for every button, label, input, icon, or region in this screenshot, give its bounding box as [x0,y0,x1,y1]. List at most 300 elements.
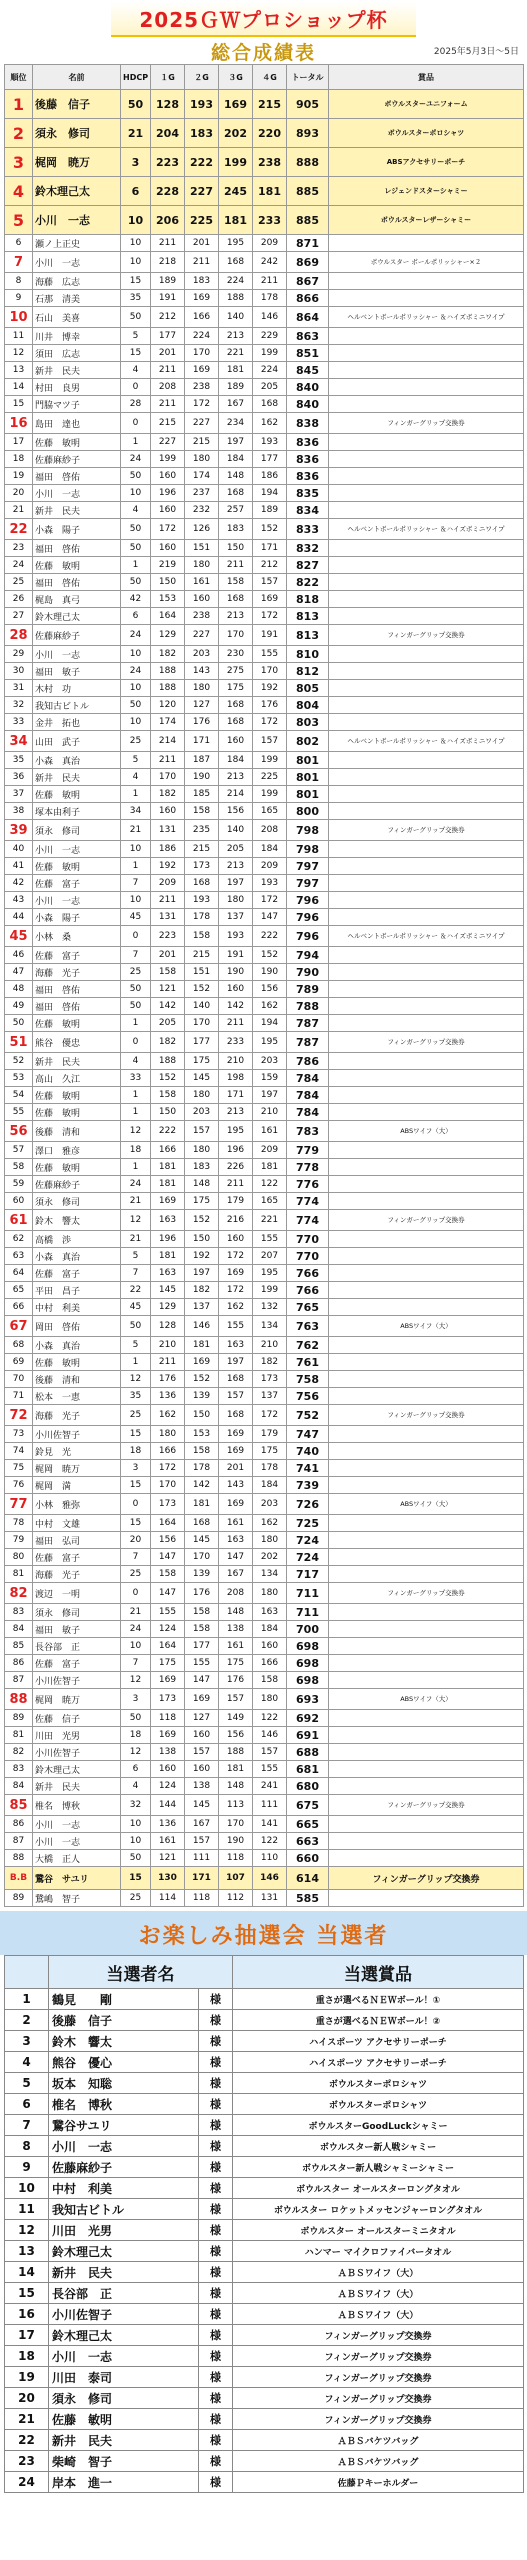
name-cell: 佐藤 敏明 [33,786,121,803]
game2-cell: 111 [185,1850,219,1867]
prize-cell [329,451,524,468]
game3-cell: 171 [219,1087,253,1104]
total-cell: 778 [287,1159,329,1176]
name-cell: 我知古ビトル [33,697,121,714]
name-cell: 岡田 啓佑 [33,1316,121,1337]
game1-cell: 153 [151,591,185,608]
game4-cell: 155 [253,1231,287,1248]
rank-cell: 86 [5,1655,33,1672]
name-cell: 中村 文雄 [33,1515,121,1532]
hdcp-cell: 1 [121,1104,151,1121]
table-row [5,608,524,625]
game2-cell: 222 [185,148,219,177]
prize-cell: ヘルベントボールポリッシャー ＆ハイズボミニワイプ [329,731,524,752]
game1-cell: 181 [151,1159,185,1176]
lottery-prize: ＡＢＳワイフ（大） [233,2304,524,2325]
lottery-winner-name: 小川 一志 [49,2136,199,2157]
lottery-honorific: 様 [199,2157,233,2178]
name-cell: 高山 久江 [33,1070,121,1087]
table-row [5,1689,524,1710]
name-cell: 高橋 渉 [33,1231,121,1248]
game4-cell: 207 [253,1248,287,1265]
game3-cell: 197 [219,1354,253,1371]
game4-cell: 233 [253,206,287,235]
table-row [5,1566,524,1583]
name-cell: 佐藤 敏明 [33,858,121,875]
hdcp-cell: 24 [121,663,151,680]
game3-cell: 175 [219,1655,253,1672]
game4-cell: 122 [253,1710,287,1727]
table-row [5,1672,524,1689]
game3-cell: 112 [219,1890,253,1907]
table-row [5,1337,524,1354]
game1-cell: 162 [151,1405,185,1426]
prize-cell [329,540,524,557]
game4-cell: 146 [253,307,287,328]
prize-cell [329,663,524,680]
rank-cell: 83 [5,1761,33,1778]
hdcp-cell: 10 [121,1638,151,1655]
hdcp-cell: 12 [121,1672,151,1689]
rank-cell: 84 [5,1621,33,1638]
prize-cell [329,1672,524,1689]
game1-cell: 205 [151,1015,185,1032]
game4-cell: 146 [253,1727,287,1744]
game2-cell: 227 [185,413,219,434]
name-cell: 新井 民夫 [33,1053,121,1070]
lottery-no: 10 [5,2178,49,2199]
total-cell: 711 [287,1604,329,1621]
game1-cell: 138 [151,1744,185,1761]
prize-cell [329,1299,524,1316]
rank-cell: 75 [5,1460,33,1477]
name-cell: 塚本由利子 [33,803,121,820]
game1-cell: 211 [151,752,185,769]
game2-cell: 178 [185,1460,219,1477]
prize-cell: ボウルスターレザーシャミー [329,206,524,235]
total-cell: 741 [287,1460,329,1477]
prize-cell [329,1388,524,1405]
game4-cell: 165 [253,803,287,820]
total-cell: 871 [287,235,329,252]
rank-cell: 36 [5,769,33,786]
total-cell: 711 [287,1583,329,1604]
lottery-no: 21 [5,2409,49,2430]
game2-cell: 181 [185,1494,219,1515]
game1-cell: 129 [151,625,185,646]
game2-cell: 145 [185,1532,219,1549]
hdcp-cell: 32 [121,1795,151,1816]
lottery-no: 12 [5,2220,49,2241]
hdcp-cell: 28 [121,396,151,413]
prize-cell [329,1193,524,1210]
lottery-prize: ハイスポーツ アクセサリーポーチ [233,2031,524,2052]
hdcp-cell: 1 [121,1354,151,1371]
name-cell: 新井 民夫 [33,769,121,786]
lottery-honorific: 様 [199,2136,233,2157]
lottery-no: 3 [5,2031,49,2052]
hdcp-cell: 5 [121,752,151,769]
lottery-honorific: 様 [199,2073,233,2094]
lottery-row [5,2136,524,2157]
event-period: 2025年5月3日～5日 [433,47,519,57]
game1-cell: 170 [151,769,185,786]
hdcp-cell: 12 [121,1371,151,1388]
col-hdcp: HDCP [121,65,151,90]
table-row [5,892,524,909]
game1-cell: 201 [151,947,185,964]
game1-cell: 160 [151,502,185,519]
prize-cell [329,1282,524,1299]
prize-cell [329,591,524,608]
game4-cell: 163 [253,1604,287,1621]
game4-cell: 159 [253,1070,287,1087]
prize-cell [329,1710,524,1727]
hdcp-cell: 15 [121,345,151,362]
rank-cell: 7 [5,252,33,273]
total-cell: 776 [287,1176,329,1193]
game3-cell: 188 [219,290,253,307]
game2-cell: 171 [185,1867,219,1890]
hdcp-cell: 4 [121,362,151,379]
table-row [5,1388,524,1405]
name-cell: 福田 敏子 [33,1621,121,1638]
table-row [5,1231,524,1248]
name-cell: 梶岡 暁万 [33,1689,121,1710]
total-cell: 803 [287,714,329,731]
hdcp-cell: 7 [121,875,151,892]
hdcp-cell: 4 [121,1778,151,1795]
game2-cell: 142 [185,1477,219,1494]
name-cell: 新井 民夫 [33,502,121,519]
game4-cell: 132 [253,1299,287,1316]
lottery-winner-name: 椎名 博秋 [49,2094,199,2115]
game2-cell: 192 [185,1248,219,1265]
prize-cell [329,1532,524,1549]
game2-cell: 183 [185,273,219,290]
game1-cell: 211 [151,362,185,379]
game3-cell: 147 [219,1549,253,1566]
game1-cell: 160 [151,1761,185,1778]
game4-cell: 177 [253,451,287,468]
game3-cell: 211 [219,1015,253,1032]
table-row [5,663,524,680]
game2-cell: 181 [185,1337,219,1354]
table-row [5,177,524,206]
table-row [5,820,524,841]
total-cell: 836 [287,468,329,485]
lottery-no: 2 [5,2010,49,2031]
hdcp-cell: 50 [121,981,151,998]
game1-cell: 215 [151,413,185,434]
total-cell: 797 [287,875,329,892]
lottery-honorific: 様 [199,2052,233,2073]
hdcp-cell: 25 [121,1890,151,1907]
table-row [5,148,524,177]
rank-cell: 66 [5,1299,33,1316]
prize-cell [329,947,524,964]
prize-cell: ABSアクセサリーポーチ [329,148,524,177]
table-row [5,1070,524,1087]
rank-cell: 63 [5,1248,33,1265]
results-table [4,64,524,1907]
table-row [5,591,524,608]
game2-cell: 158 [185,803,219,820]
rank-cell: 88 [5,1689,33,1710]
name-cell: 川田 光男 [33,1727,121,1744]
total-cell: 797 [287,858,329,875]
game1-cell: 174 [151,714,185,731]
rank-cell: 87 [5,1833,33,1850]
game1-cell: 188 [151,1053,185,1070]
lottery-winner-name: 坂本 知聡 [49,2073,199,2094]
game2-cell: 237 [185,485,219,502]
prize-cell: フィンガーグリップ交換券 [329,1583,524,1604]
lottery-winner-name: 柴崎 智子 [49,2451,199,2472]
game1-cell: 145 [151,1282,185,1299]
prize-cell [329,1744,524,1761]
name-cell: 福田 啓佑 [33,468,121,485]
total-cell: 802 [287,731,329,752]
prize-cell [329,502,524,519]
total-cell: 784 [287,1104,329,1121]
rank-cell: 4 [5,177,33,206]
name-cell: 小林 桑 [33,926,121,947]
name-cell: 福田 啓佑 [33,981,121,998]
game1-cell: 142 [151,998,185,1015]
total-cell: 740 [287,1443,329,1460]
game2-cell: 203 [185,646,219,663]
hdcp-cell: 1 [121,1015,151,1032]
prize-cell: ABSワイフ（大） [329,1689,524,1710]
hdcp-cell: 21 [121,119,151,148]
rank-cell: 73 [5,1426,33,1443]
total-cell: 787 [287,1032,329,1053]
name-cell: 須永 修司 [33,820,121,841]
rank-cell: 78 [5,1515,33,1532]
name-cell: 海藤 広志 [33,273,121,290]
hdcp-cell: 33 [121,1070,151,1087]
table-row [5,1850,524,1867]
name-cell: 小川 一志 [33,252,121,273]
game1-cell: 158 [151,1566,185,1583]
game2-cell: 160 [185,1727,219,1744]
rank-cell: 39 [5,820,33,841]
hdcp-cell: 10 [121,680,151,697]
lottery-no: 24 [5,2472,49,2493]
table-row [5,769,524,786]
game3-cell: 172 [219,1282,253,1299]
game1-cell: 160 [151,540,185,557]
table-row [5,680,524,697]
lottery-winner-name: 新井 民夫 [49,2262,199,2283]
lottery-honorific: 様 [199,2178,233,2199]
table-row [5,1727,524,1744]
lottery-honorific: 様 [199,2409,233,2430]
page-title: 2025ＧＷプロショップ杯 [111,2,415,37]
name-cell: 島田 達也 [33,413,121,434]
name-cell: 中村 利美 [33,1299,121,1316]
game4-cell: 181 [253,177,287,206]
table-row [5,1121,524,1142]
game2-cell: 168 [185,875,219,892]
lottery-prize: フィンガーグリップ交換券 [233,2388,524,2409]
table-row [5,714,524,731]
game1-cell: 152 [151,1070,185,1087]
game1-cell: 128 [151,1316,185,1337]
game4-cell: 172 [253,892,287,909]
name-cell: 小森 真治 [33,1337,121,1354]
prize-cell: フィンガーグリップ交換券 [329,1032,524,1053]
name-cell: 鵞谷 サユリ [33,1867,121,1890]
game3-cell: 168 [219,1405,253,1426]
rank-cell: 32 [5,697,33,714]
rank-cell: 89 [5,1890,33,1907]
table-row [5,519,524,540]
game1-cell: 182 [151,646,185,663]
lottery-no: 20 [5,2388,49,2409]
game1-cell: 172 [151,519,185,540]
prize-cell [329,1426,524,1443]
name-cell: 佐藤 敏明 [33,1354,121,1371]
game1-cell: 166 [151,1142,185,1159]
total-cell: 845 [287,362,329,379]
name-cell: 小森 陽子 [33,519,121,540]
table-row [5,1354,524,1371]
rank-cell: 13 [5,362,33,379]
hdcp-cell: 5 [121,1248,151,1265]
game2-cell: 177 [185,1638,219,1655]
hdcp-cell: 1 [121,858,151,875]
lottery-winner-name: 小川佐智子 [49,2304,199,2325]
game3-cell: 233 [219,1032,253,1053]
prize-cell [329,714,524,731]
hdcp-cell: 24 [121,1621,151,1638]
total-cell: 675 [287,1795,329,1816]
table-row [5,1104,524,1121]
table-row [5,1159,524,1176]
game3-cell: 190 [219,964,253,981]
game1-cell: 209 [151,875,185,892]
table-row [5,1282,524,1299]
prize-cell [329,273,524,290]
lottery-no: 8 [5,2136,49,2157]
game4-cell: 195 [253,1032,287,1053]
name-cell: 平田 昌子 [33,1282,121,1299]
game4-cell: 157 [253,1744,287,1761]
game4-cell: 238 [253,148,287,177]
table-row [5,1443,524,1460]
prize-cell [329,379,524,396]
rank-cell: 57 [5,1142,33,1159]
game1-cell: 204 [151,119,185,148]
lottery-no: 7 [5,2115,49,2136]
hdcp-cell: 50 [121,998,151,1015]
prize-cell [329,1337,524,1354]
game3-cell: 107 [219,1867,253,1890]
lottery-no: 18 [5,2346,49,2367]
game4-cell: 221 [253,1210,287,1231]
prize-cell: ボウルスター ボールポリッシャー×２ [329,252,524,273]
game2-cell: 176 [185,1583,219,1604]
hdcp-cell: 34 [121,803,151,820]
hdcp-cell: 0 [121,1032,151,1053]
game1-cell: 199 [151,451,185,468]
rank-cell: 29 [5,646,33,663]
prize-cell [329,858,524,875]
game2-cell: 173 [185,858,219,875]
prize-cell [329,1638,524,1655]
rank-cell: 8 [5,273,33,290]
name-cell: 小川佐智子 [33,1426,121,1443]
prize-cell: フィンガーグリップ交換券 [329,1210,524,1231]
table-row [5,1494,524,1515]
results-body [5,90,524,1907]
prize-cell: ABSワイフ（大） [329,1316,524,1337]
game2-cell: 183 [185,1159,219,1176]
lottery-prize: ボウルスター ロケットメッセンジャーロングタオル [233,2199,524,2220]
name-cell: 鈴木理己太 [33,608,121,625]
total-cell: 660 [287,1850,329,1867]
game4-cell: 199 [253,345,287,362]
header [0,0,527,36]
lottery-honorific: 様 [199,2115,233,2136]
lottery-row [5,2409,524,2430]
game3-cell: 196 [219,1142,253,1159]
game4-cell: 155 [253,1761,287,1778]
game2-cell: 176 [185,714,219,731]
hdcp-cell: 3 [121,148,151,177]
game3-cell: 198 [219,1070,253,1087]
game2-cell: 175 [185,1193,219,1210]
table-row [5,1248,524,1265]
hdcp-cell: 15 [121,273,151,290]
game2-cell: 137 [185,1299,219,1316]
rank-cell: 89 [5,1710,33,1727]
game2-cell: 180 [185,557,219,574]
table-row [5,468,524,485]
game2-cell: 170 [185,1549,219,1566]
name-cell: 鵞嶋 智子 [33,1890,121,1907]
hdcp-cell: 10 [121,892,151,909]
lottery-row [5,2073,524,2094]
name-cell: 佐藤 富子 [33,1655,121,1672]
hdcp-cell: 50 [121,574,151,591]
rank-cell: 27 [5,608,33,625]
rank-cell: 43 [5,892,33,909]
rank-cell: 67 [5,1316,33,1337]
prize-cell [329,1087,524,1104]
table-row [5,1265,524,1282]
game4-cell: 215 [253,90,287,119]
lottery-honorific: 様 [199,2451,233,2472]
total-cell: 765 [287,1299,329,1316]
lottery-row [5,2304,524,2325]
game4-cell: 146 [253,1867,287,1890]
table-row [5,1316,524,1337]
rank-cell: 85 [5,1795,33,1816]
prize-cell [329,1371,524,1388]
rank-cell: 64 [5,1265,33,1282]
name-cell: 小川 一志 [33,892,121,909]
game4-cell: 169 [253,591,287,608]
total-cell: 822 [287,574,329,591]
lottery-winner-name: 鈴木理己太 [49,2325,199,2346]
lottery-winner-name: 川田 光男 [49,2220,199,2241]
game2-cell: 180 [185,1087,219,1104]
game3-cell: 169 [219,1443,253,1460]
rank-cell: 76 [5,1477,33,1494]
